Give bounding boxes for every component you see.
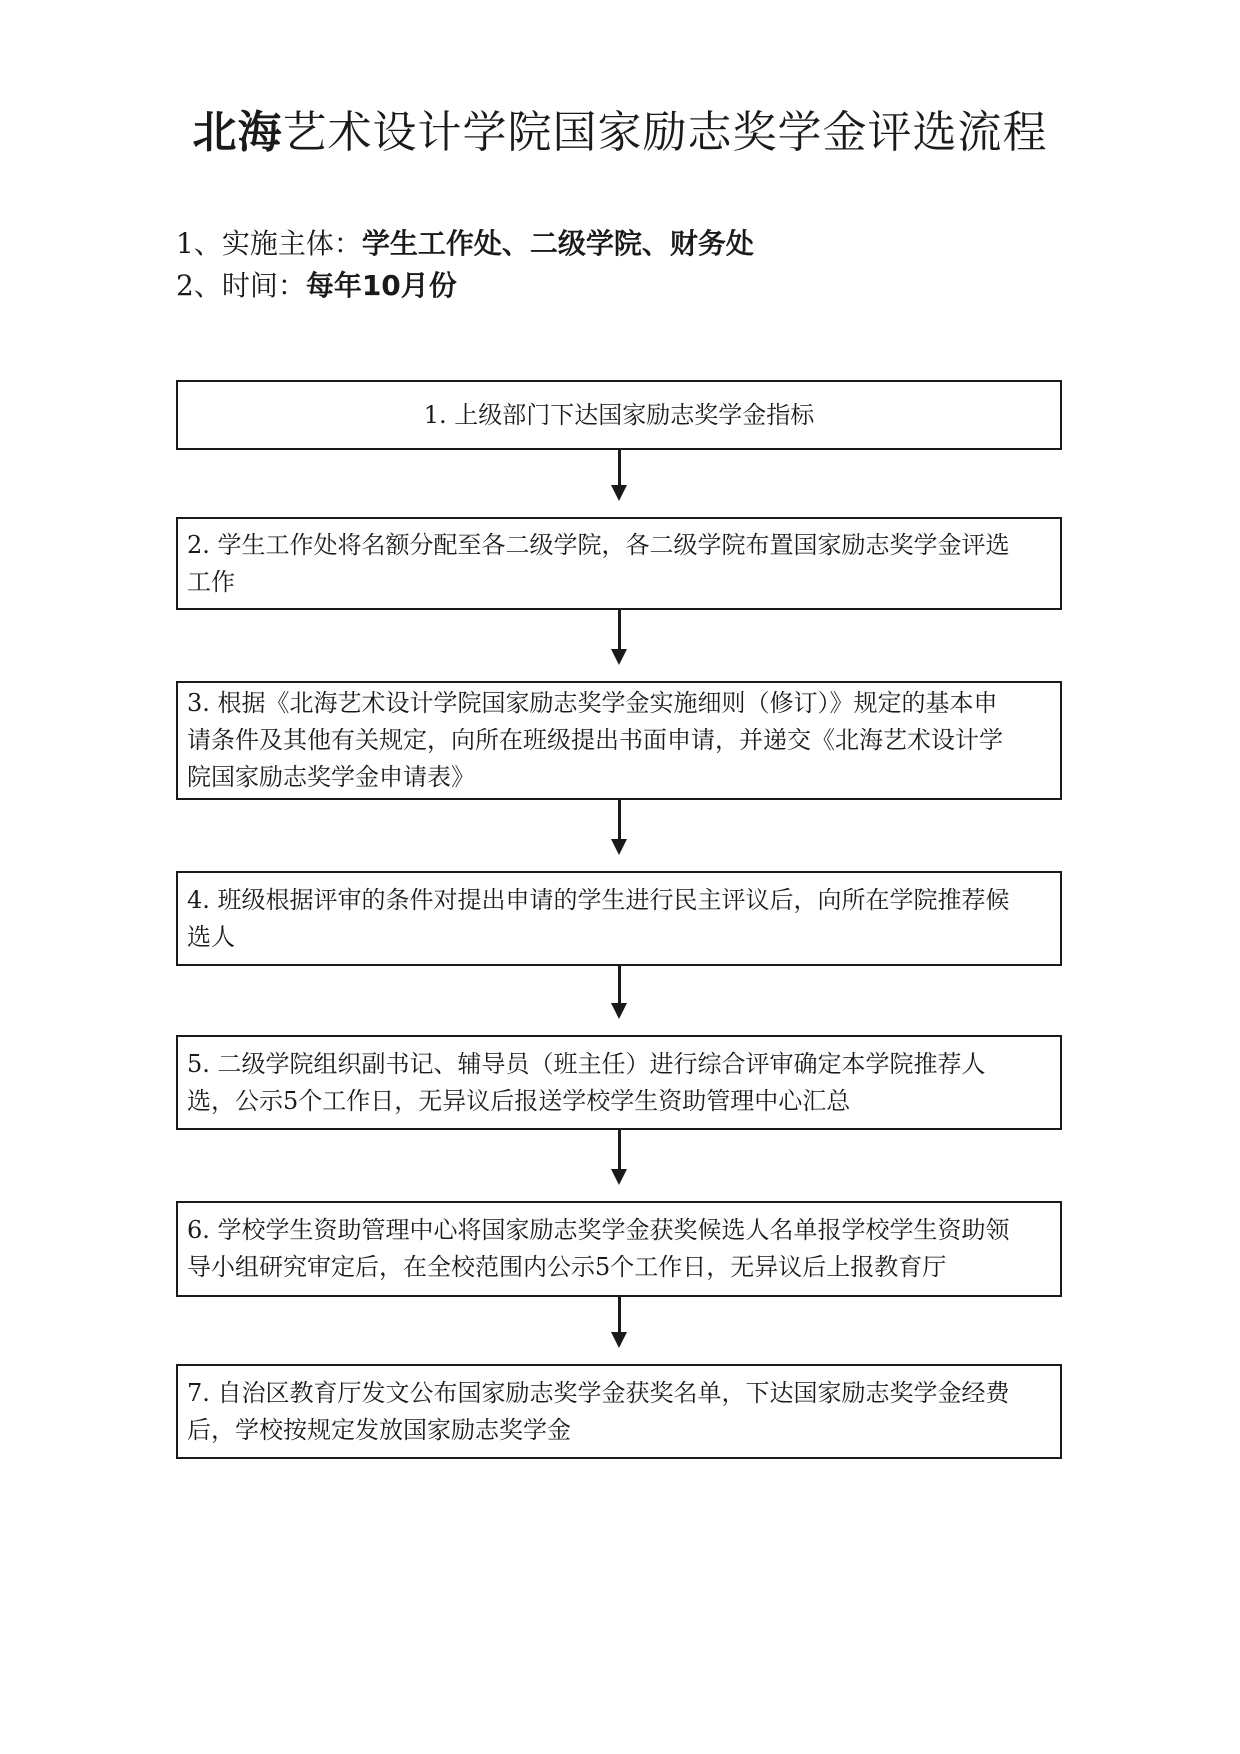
- flow-step-3: [176, 681, 1062, 800]
- flow-step-6-line-2: 导小组研究审定后，在全校范围内公示5个工作日，无异议后上报教育厅: [187, 1253, 947, 1281]
- flow-step-6: [176, 1201, 1062, 1297]
- flow-step-1: [176, 380, 1062, 450]
- arrow-shaft: [618, 1297, 621, 1332]
- flow-step-5-line-2: 选，公示5个工作日，无异议后报送学校学生资助管理中心汇总: [187, 1086, 851, 1115]
- flow-step-4-line-1: 4. 班级根据评审的条件对提出申请的学生进行民主评议后，向所在学院推荐候: [187, 885, 1010, 914]
- flow-step-6-line-1: 6. 学校学生资助管理中心将国家励志奖学金获奖候选人名单报学校学生资助领: [187, 1216, 1010, 1244]
- arrow-shaft: [618, 1130, 621, 1169]
- flow-step-7-line-1: 7. 自治区教育厅发文公布国家励志奖学金获奖名单，下达国家励志奖学金经费: [187, 1378, 1010, 1407]
- intro-item-1-label: 1、实施主体：: [176, 227, 362, 260]
- arrow-down-icon: [611, 485, 627, 517]
- intro-item-1-value: 学生工作处、二级学院、财务处: [361, 227, 754, 260]
- arrow-down-icon: [611, 649, 627, 681]
- flow-step-3-line-3: 院国家励志奖学金申请表》: [187, 763, 475, 791]
- flow-step-3-line-1: 3. 根据《北海艺术设计学院国家励志奖学金实施细则（修订）》规定的基本申: [187, 689, 998, 717]
- arrow-shaft: [618, 610, 621, 649]
- flow-step-2: [176, 517, 1062, 610]
- flow-arrow-5: [611, 1130, 627, 1201]
- flow-step-4: [176, 871, 1062, 966]
- page-title-emphasis: 北海: [192, 107, 283, 158]
- flow-step-5-line-1: 5. 二级学院组织副书记、辅导员（班主任）进行综合评审确定本学院推荐人: [187, 1049, 986, 1078]
- flow-arrow-3: [611, 800, 627, 871]
- flow-step-1-text: 1. 上级部门下达国家励志奖学金指标: [423, 400, 815, 429]
- intro-item-2-value: 每年10月份: [305, 269, 457, 302]
- arrow-down-icon: [611, 1003, 627, 1035]
- arrow-shaft: [618, 800, 621, 839]
- flow-step-3-line-2: 请条件及其他有关规定，向所在班级提出书面申请，并递交《北海艺术设计学: [187, 726, 1003, 754]
- arrow-shaft: [618, 966, 621, 1003]
- intro-item-2-label: 2、时间：: [176, 269, 306, 302]
- flow-step-7: [176, 1364, 1062, 1459]
- flow-step-7-line-2: 后，学校按规定发放国家励志奖学金: [187, 1415, 571, 1444]
- arrow-down-icon: [611, 1169, 627, 1201]
- flow-step-2-line-2: 工作: [187, 567, 235, 596]
- flow-step-2-line-1: 2. 学生工作处将名额分配至各二级学院，各二级学院布置国家励志奖学金评选: [187, 530, 1010, 559]
- arrow-shaft: [618, 450, 621, 485]
- arrow-down-icon: [611, 839, 627, 871]
- intro-item-2: [176, 269, 457, 303]
- flow-arrow-6: [611, 1297, 627, 1364]
- intro-item-1: [176, 227, 754, 261]
- arrow-down-icon: [611, 1332, 627, 1364]
- page-title-rest: 艺术设计学院国家励志奖学金评选流程: [282, 107, 1048, 158]
- flow-arrow-1: [611, 450, 627, 517]
- flow-step-4-line-2: 选人: [187, 922, 235, 951]
- flow-step-5: [176, 1035, 1062, 1130]
- flow-arrow-2: [611, 610, 627, 681]
- flow-arrow-4: [611, 966, 627, 1035]
- page-title: [0, 108, 1240, 158]
